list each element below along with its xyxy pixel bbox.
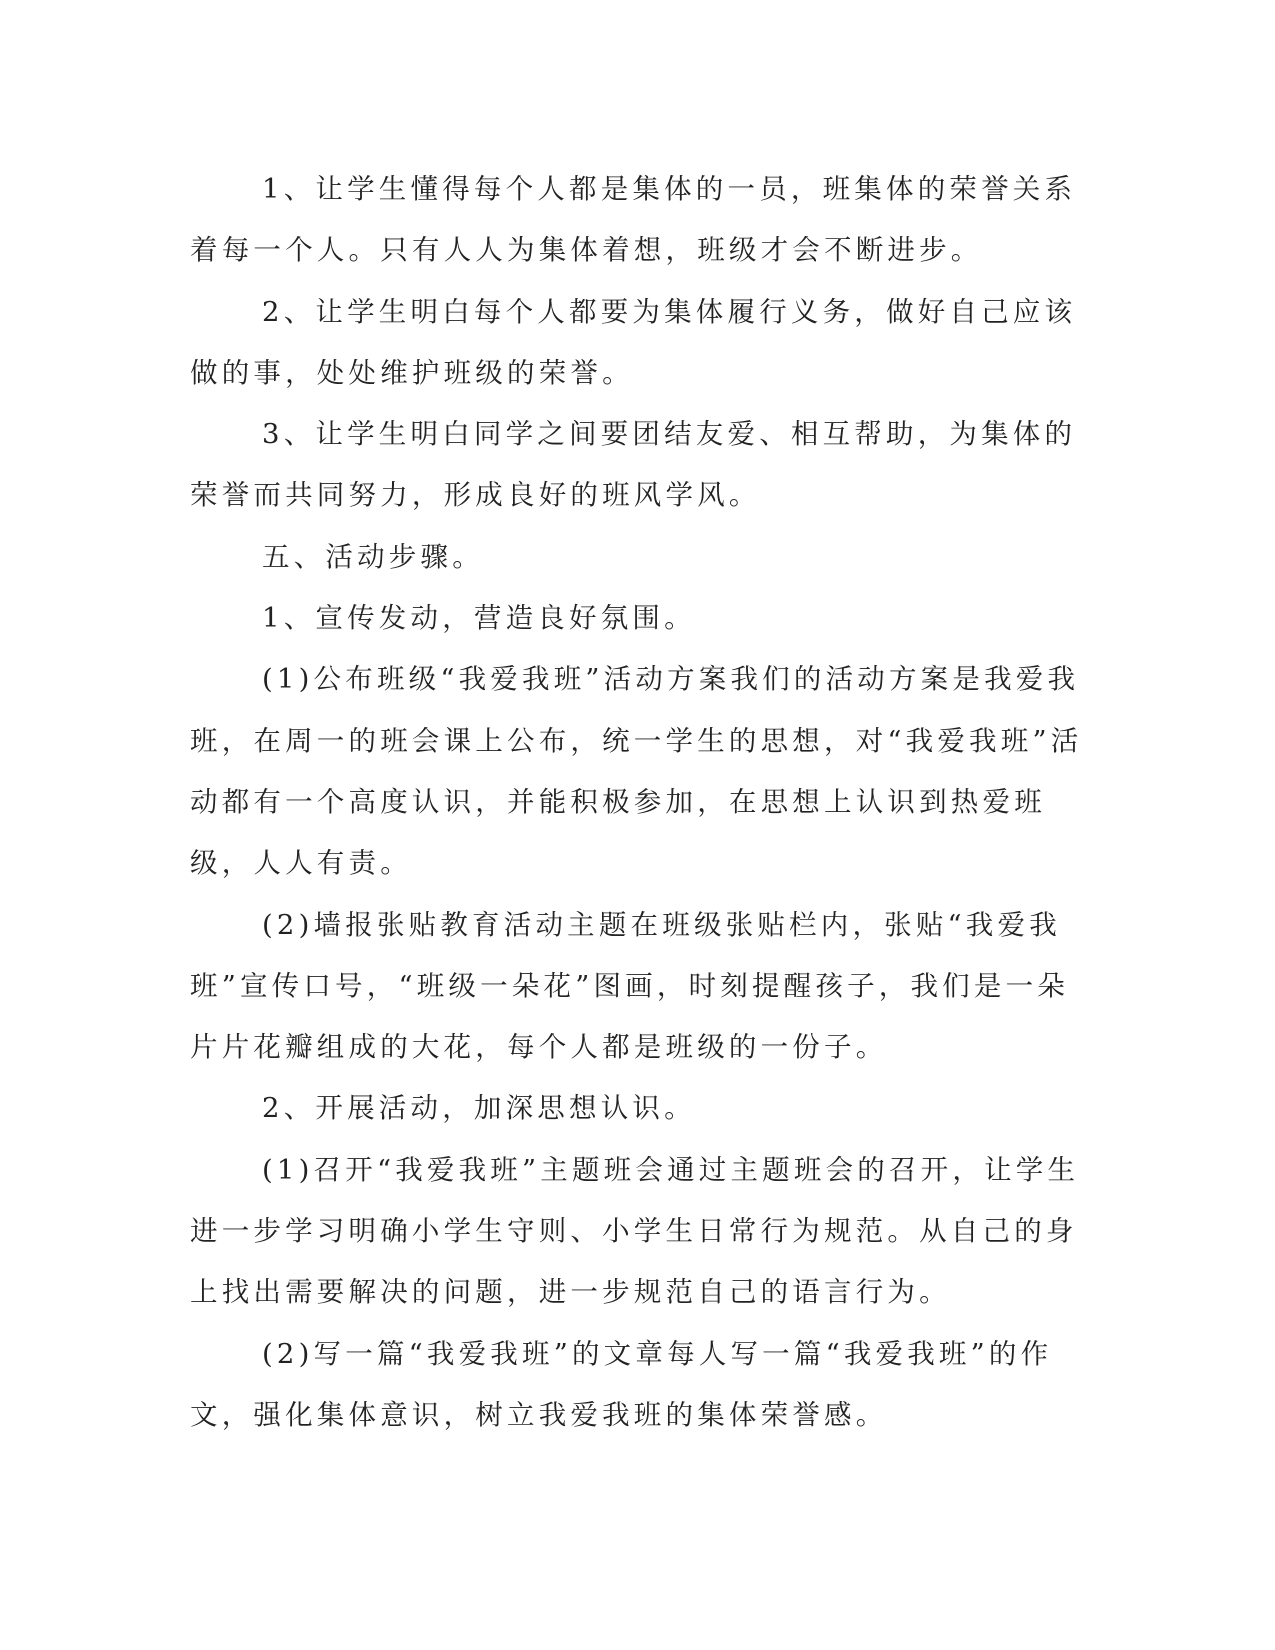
paragraph-step-2-1: (1)召开“我爱我班”主题班会通过主题班会的召开，让学生进一步学习明确小学生守则、小学生日常行为规范。从自己的身上找出需要解决的问题，进一步规范自己的语言行为。: [190, 1153, 1080, 1309]
document-body: [190, 159, 1085, 1446]
paragraph-goal-1: 1、让学生懂得每个人都是集体的一员，班集体的荣誉关系着每一个人。只有人人为集体着想，班级才会不断进步。: [190, 173, 1077, 267]
paragraph-step-1-1: (1)公布班级“我爱我班”活动方案我们的活动方案是我爱我班，在周一的班会课上公布，统一学生的思想，对“我爱我班”活动都有一个高度认识，并能积极参加，在思想上认识到热爱班级，人人有责。: [190, 663, 1083, 880]
paragraph-step-2-2: (2)写一篇“我爱我班”的文章每人写一篇“我爱我班”的作文，强化集体意识，树立我爱我班的集体荣誉感。: [190, 1337, 1053, 1431]
step-heading-1: 1、宣传发动，营造良好氛围。: [262, 602, 696, 635]
paragraph-step-1-2: (2)墙报张贴教育活动主题在班级张贴栏内，张贴“我爱我班”宣传口号，“班级一朵花”图画，时刻提醒孩子，我们是一朵片片花瓣组成的大花，每个人都是班级的一份子。: [190, 908, 1069, 1064]
paragraph-goal-2: 2、让学生明白每个人都要为集体履行义务，做好自己应该做的事，处处维护班级的荣誉。: [190, 295, 1077, 389]
step-heading-2: 2、开展活动，加深思想认识。: [262, 1092, 696, 1125]
section-heading-activity-steps: 五、活动步骤。: [262, 540, 484, 573]
paragraph-goal-3: 3、让学生明白同学之间要团结友爱、相互帮助，为集体的荣誉而共同努力，形成良好的班风学风。: [190, 418, 1077, 512]
